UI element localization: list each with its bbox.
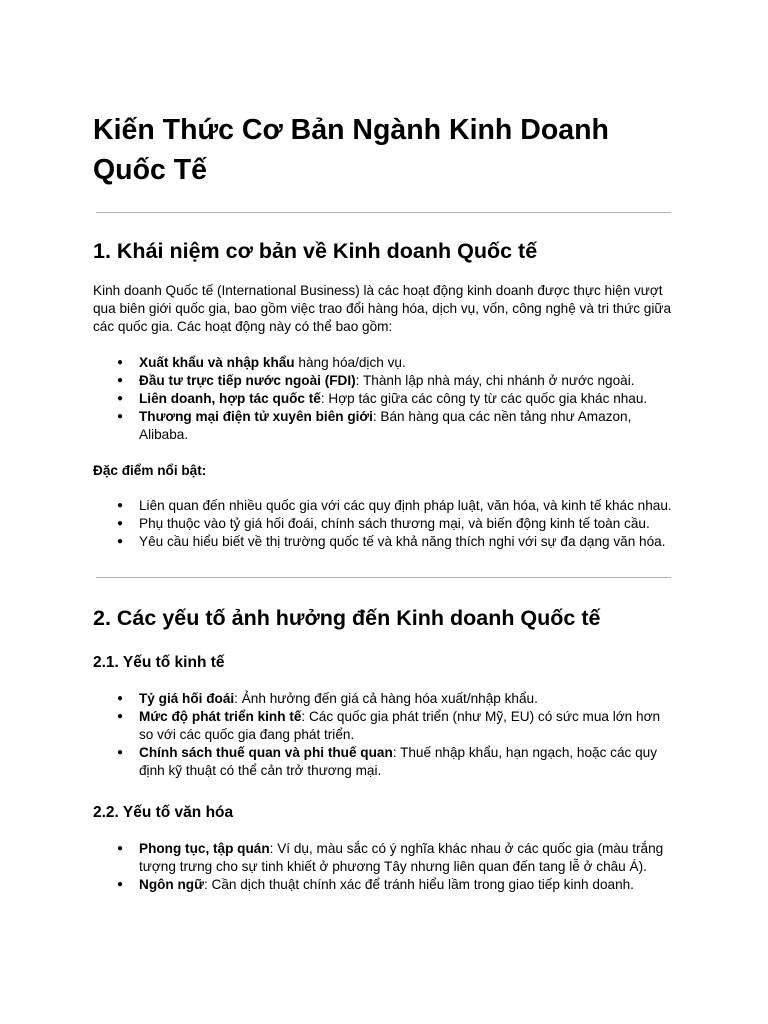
bullet-icon: ● bbox=[117, 393, 124, 404]
bullet-icon: ● bbox=[117, 375, 124, 386]
section-divider bbox=[96, 577, 671, 578]
list-item bbox=[93, 840, 672, 876]
bullet-icon: ● bbox=[117, 879, 124, 890]
list-item-term: Phong tục, tập quán bbox=[139, 841, 270, 856]
list-item-term: Xuất khẩu và nhập khẩu bbox=[139, 355, 295, 370]
bullet-icon: ● bbox=[117, 411, 124, 422]
list-item bbox=[93, 744, 672, 780]
section-2-heading: 2. Các yếu tố ảnh hưởng đến Kinh doanh Quốc tế bbox=[93, 606, 601, 630]
list-item bbox=[93, 497, 672, 515]
section-1-intro: Kinh doanh Quốc tế (International Business) là các hoạt động kinh doanh được thực hiện vượt qua biên giới quốc gia, bao gồm việc trao đổi hàng hóa, dịch vụ, vốn, công nghệ và tri thức giữa các quốc gia. Các hoạt động này có thể bao gồm: bbox=[93, 283, 672, 334]
list-item-term: Chính sách thuế quan và phi thuế quan bbox=[139, 745, 393, 760]
list-item-term: Ngôn ngữ bbox=[139, 877, 204, 892]
list-item-text: : Cần dịch thuật chính xác để tránh hiểu lầm trong giao tiếp kinh doanh. bbox=[203, 877, 634, 892]
list-item-term: Mức độ phát triển kinh tế bbox=[139, 709, 302, 724]
list-item bbox=[93, 708, 672, 744]
bullet-icon: ● bbox=[117, 518, 124, 529]
list-item-text: Yêu cầu hiểu biết về thị trường quốc tế và khả năng thích nghi với sự đa dạng văn hóa. bbox=[139, 534, 666, 549]
list-item bbox=[93, 372, 672, 390]
list-item-term: Thương mại điện tử xuyên biên giới bbox=[139, 409, 373, 424]
features-label: Đặc điểm nổi bật: bbox=[93, 463, 207, 478]
economic-factors-list bbox=[93, 690, 672, 780]
section-1-heading: 1. Khái niệm cơ bản về Kinh doanh Quốc tế bbox=[93, 239, 538, 263]
features-list bbox=[93, 497, 672, 551]
list-item bbox=[93, 515, 672, 533]
bullet-icon: ● bbox=[117, 357, 124, 368]
list-item-text: Phụ thuộc vào tỷ giá hối đoái, chính sách thương mại, và biến động kinh tế toàn cầu. bbox=[139, 516, 650, 531]
list-item-text: : Hợp tác giữa các công ty từ các quốc gia khác nhau. bbox=[320, 391, 648, 406]
list-item-text: : Ví dụ, màu sắc có ý nghĩa khác nhau ở các quốc gia (màu trắng tượng trưng cho sự tinh khiết ở phương Tây nhưng liên quan đến tang lễ ở châu Á). bbox=[139, 841, 664, 874]
list-item bbox=[93, 876, 672, 894]
cultural-factors-heading: 2.2. Yếu tố văn hóa bbox=[93, 804, 234, 821]
document-title: Kiến Thức Cơ Bản Ngành Kinh Doanh Quốc Tế bbox=[93, 114, 609, 186]
section-divider bbox=[96, 212, 671, 213]
list-item bbox=[93, 533, 672, 551]
bullet-icon: ● bbox=[117, 747, 124, 758]
cultural-factors-list bbox=[93, 840, 672, 894]
list-item-text: : Thuế nhập khẩu, hạn ngạch, hoặc các quy định kỹ thuật có thể cản trở thương mại. bbox=[139, 745, 658, 778]
bullet-icon: ● bbox=[117, 711, 124, 722]
bullet-icon: ● bbox=[117, 500, 124, 511]
list-item-text: hàng hóa/dịch vụ. bbox=[294, 355, 406, 370]
list-item-text: : Các quốc gia phát triển (như Mỹ, EU) có sức mua lớn hơn so với các quốc gia đang phát triển. bbox=[139, 709, 661, 742]
list-item-term: Tỷ giá hối đoái bbox=[139, 691, 235, 706]
bullet-icon: ● bbox=[117, 843, 124, 854]
list-item-text: : Ảnh hưởng đến giá cả hàng hóa xuất/nhập khẩu. bbox=[234, 691, 538, 706]
economic-factors-heading: 2.1. Yếu tố kinh tế bbox=[93, 654, 225, 671]
bullet-icon: ● bbox=[117, 693, 124, 704]
list-item-term: Liên doanh, hợp tác quốc tế bbox=[139, 391, 321, 406]
list-item-term: Đầu tư trực tiếp nước ngoài (FDI) bbox=[139, 373, 356, 388]
bullet-icon: ● bbox=[117, 536, 124, 547]
list-item-text: : Thành lập nhà máy, chi nhánh ở nước ngoài. bbox=[355, 373, 635, 388]
list-item-text: : Bán hàng qua các nền tảng như Amazon, Alibaba. bbox=[139, 409, 632, 442]
list-item bbox=[93, 408, 672, 444]
activities-list bbox=[93, 354, 672, 444]
list-item bbox=[93, 690, 672, 708]
list-item bbox=[93, 390, 672, 408]
list-item-text: Liên quan đến nhiều quốc gia với các quy định pháp luật, văn hóa, và kinh tế khác nhau. bbox=[139, 498, 672, 513]
list-item bbox=[93, 354, 672, 372]
